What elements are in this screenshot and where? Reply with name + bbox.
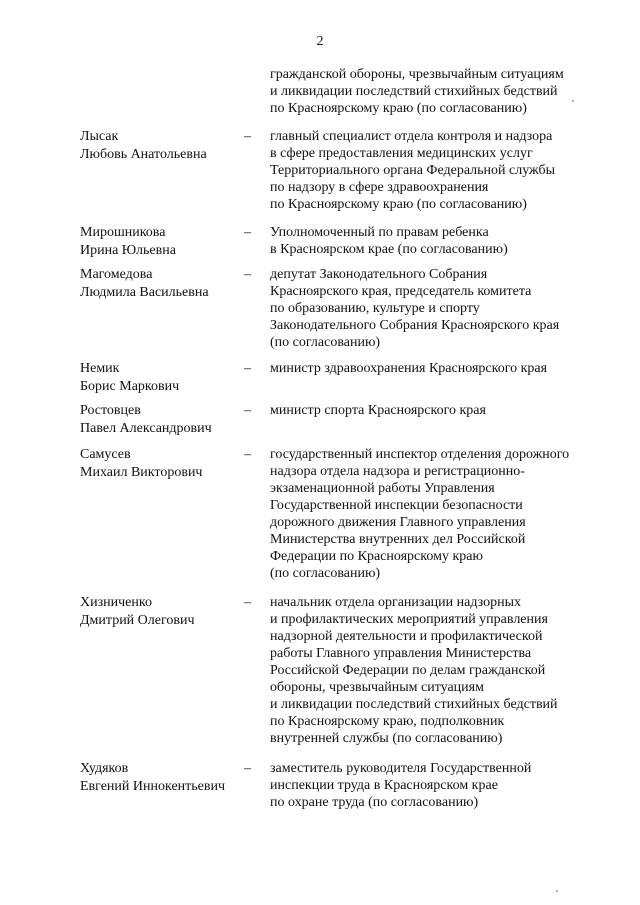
dash-separator: –: [244, 225, 251, 240]
member-name: [80, 760, 240, 796]
given-names: Людмила Васильевна: [80, 285, 209, 300]
surname: Худяков: [80, 761, 129, 776]
text-line: Российской Федерации по делам гражданской: [270, 663, 546, 678]
dash-separator: –: [244, 447, 251, 462]
surname: Мирошникова: [80, 225, 166, 240]
text-line: по охране труда (по согласованию): [270, 795, 479, 810]
member-position: [270, 266, 620, 351]
text-line: государственный инспектор отделения дорожного: [270, 447, 570, 462]
text-line: гражданской обороны, чрезвычайным ситуациям: [270, 67, 564, 82]
text-line: надзорной деятельности и профилактической: [270, 629, 543, 644]
text-line: (по согласованию): [270, 335, 381, 350]
text-line: дорожного движения Главного управления: [270, 515, 526, 530]
dash-separator: –: [244, 595, 251, 610]
text-line: внутренней службы (по согласованию): [270, 731, 503, 746]
text-line: инспекции труда в Красноярском крае: [270, 778, 498, 793]
text-line: и ликвидации последствий стихийных бедствий: [270, 84, 558, 99]
given-names: Михаил Викторович: [80, 465, 203, 480]
given-names: Любовь Анатольевна: [80, 147, 207, 162]
member-position: [270, 360, 620, 377]
text-line: Территориального органа Федеральной службы: [270, 163, 556, 178]
page-number: 2: [316, 34, 324, 49]
text-line: по Красноярскому краю, подполковник: [270, 714, 505, 729]
dash-separator: –: [244, 361, 251, 376]
member-name: [80, 402, 240, 438]
text-line: Федерации по Красноярскому краю: [270, 549, 483, 564]
scan-speck: [556, 890, 558, 892]
surname: Магомедова: [80, 267, 153, 282]
text-line: и ликвидации последствий стихийных бедствий: [270, 697, 558, 712]
text-line: по Красноярскому краю (по согласованию): [270, 101, 527, 116]
text-line: заместитель руководителя Государственной: [270, 761, 532, 776]
text-line: начальник отдела организации надзорных: [270, 595, 521, 610]
member-name: [80, 266, 240, 302]
given-names: Дмитрий Олегович: [80, 613, 195, 628]
surname: Немик: [80, 361, 120, 376]
text-line: главный специалист отдела контроля и надзора: [270, 129, 553, 144]
text-line: экзаменационной работы Управления: [270, 481, 495, 496]
text-line: по надзору в сфере здравоохранения: [270, 180, 489, 195]
text-line: Государственной инспекции безопасности: [270, 498, 523, 513]
text-line: Уполномоченный по правам ребенка: [270, 225, 489, 240]
member-name: [80, 594, 240, 630]
member-name: [80, 224, 240, 260]
text-line: Красноярского края, председатель комитета: [270, 284, 532, 299]
given-names: Евгений Иннокентьевич: [80, 779, 226, 794]
member-position: [270, 224, 620, 258]
surname: Ростовцев: [80, 403, 141, 418]
member-name: [80, 360, 240, 396]
text-line: и профилактических мероприятий управления: [270, 612, 548, 627]
member-name: [80, 446, 240, 482]
dash-separator: –: [244, 761, 251, 776]
given-names: Павел Александрович: [80, 421, 212, 436]
member-position: [270, 128, 620, 213]
member-name: [80, 128, 240, 164]
dash-separator: –: [244, 403, 251, 418]
text-line: министр спорта Красноярского края: [270, 403, 486, 418]
text-line: министр здравоохранения Красноярского края: [270, 361, 548, 376]
scan-speck: [572, 100, 574, 102]
text-line: по Красноярскому краю (по согласованию): [270, 197, 527, 212]
dash-separator: –: [244, 267, 251, 282]
text-line: (по согласованию): [270, 566, 381, 581]
text-line: по образованию, культуре и спорту: [270, 301, 480, 316]
text-line: работы Главного управления Министерства: [270, 646, 532, 661]
text-line: в сфере предоставления медицинских услуг: [270, 146, 533, 161]
text-line: надзора отдела надзора и регистрационно-: [270, 464, 525, 479]
text-line: Министерства внутренних дел Российской: [270, 532, 526, 547]
surname: Самусев: [80, 447, 131, 462]
text-line: обороны, чрезвычайным ситуациям: [270, 680, 484, 695]
member-position: [270, 594, 620, 747]
surname: Хизниченко: [80, 595, 152, 610]
dash-separator: –: [244, 129, 251, 144]
given-names: Ирина Юльевна: [80, 243, 176, 258]
text-line: в Красноярском крае (по согласованию): [270, 242, 508, 257]
text-line: Законодательного Собрания Красноярского края: [270, 318, 560, 333]
given-names: Борис Маркович: [80, 379, 180, 394]
text-line: депутат Законодательного Собрания: [270, 267, 488, 282]
member-position: [270, 402, 620, 419]
member-position: [270, 446, 620, 582]
surname: Лысак: [80, 129, 119, 144]
member-position: [270, 760, 620, 811]
continuation-text: [270, 66, 620, 117]
